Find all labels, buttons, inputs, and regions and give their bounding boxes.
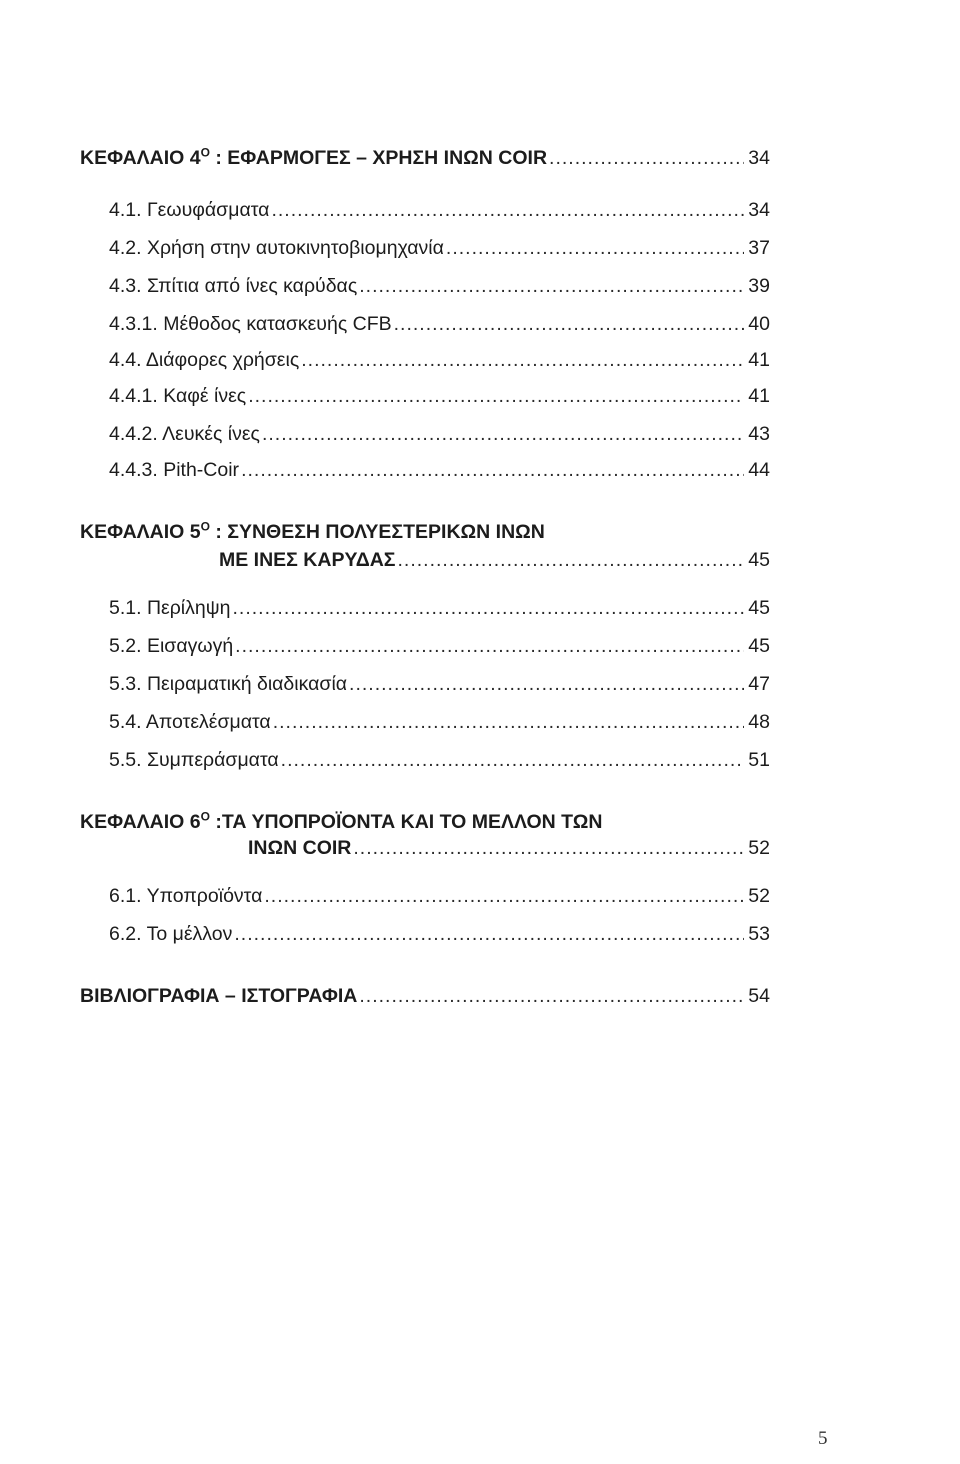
toc-entry-4-3-1[interactable] [109,310,770,338]
chapter-4-title: ΚΕΦΑΛΑΙΟ $4^O$ : ΕΦΑΡΜΟΓΕΣ – ΧΡΗΣΗ ΙΝΩΝ COIR [80,145,548,169]
toc-entry-5-1[interactable] [109,594,770,622]
page-number: 52 [748,885,770,907]
page-number: 54 [748,985,770,1007]
page-number: 53 [748,923,770,945]
page-number: 41 [748,385,770,407]
toc-entry-4-4-1[interactable] [109,382,770,410]
toc-entry-label: 6.1. Υποπροϊόντα [109,885,263,907]
toc-bibliography[interactable] [80,982,770,1010]
page-number: 34 [748,199,770,221]
dot-leader [549,144,744,172]
page-number: 51 [748,749,770,771]
page-number: 34 [748,147,770,169]
toc-entry-label: 4.3. Σπίτια από ίνες καρύδας [109,275,358,297]
toc-entry-label: 5.1. Περίληψη [109,597,231,619]
chapter-6-title[interactable]: ΚΕΦΑΛΑΙΟ $6^O$ :ΤΑ ΥΠΟΠΡΟΪΟΝΤΑ ΚΑΙ ΤΟ ΜΕΛΛΟΝ ΤΩΝ [80,809,603,833]
page-number: 43 [748,423,770,445]
toc-entry-label: 4.3.1. Μέθοδος κατασκευής CFB [109,313,392,335]
toc-entry-4-3[interactable] [109,272,770,300]
toc-entry-label: 5.4. Αποτελέσματα [109,711,271,733]
dot-leader [281,746,745,774]
dot-leader [262,420,744,448]
toc-entry-5-5[interactable] [109,746,770,774]
toc-entry-label: 4.4.3. Pith-Coir [109,459,240,481]
page-number: 47 [748,673,770,695]
dot-leader [301,346,744,374]
page-number: 45 [748,549,770,571]
toc-entry-4-4-2[interactable] [109,420,770,448]
toc-entry-4-4-3[interactable] [109,456,770,484]
page-number: 41 [748,349,770,371]
dot-leader [394,310,745,338]
toc-entry-label: 4.2. Χρήση στην αυτοκινητοβιομηχανία [109,237,444,259]
toc-entry-label: 4.4.1. Καφέ ίνες [109,385,247,407]
dot-leader [241,456,744,484]
bibliography-title: ΒΙΒΛΙΟΓΡΑΦΙΑ – ΙΣΤΟΓΡΑΦΙΑ [80,985,358,1007]
chapter-5-title[interactable]: ΚΕΦΑΛΑΙΟ $5^O$ : ΣΥΝΘΕΣΗ ΠΟΛΥΕΣΤΕΡΙΚΩΝ ΙΝΩΝ [80,519,545,543]
toc-entry-4-4[interactable] [109,346,770,374]
toc-entry-5-2[interactable] [109,632,770,660]
toc-entry-5-4[interactable] [109,708,770,736]
dot-leader [359,982,744,1010]
page-number: 45 [748,597,770,619]
dot-leader [271,196,744,224]
toc-entry-label: 5.2. Εισαγωγή [109,635,234,657]
toc-chapter-4[interactable] [80,144,770,172]
chapter-6-title-cont: ΙΝΩΝ COIR [248,837,352,859]
toc-chapter-6[interactable] [248,834,770,862]
dot-leader [235,632,744,660]
page-footer-number: 5 [818,1428,828,1449]
toc-entry-label: 5.5. Συμπεράσματα [109,749,279,771]
toc-entry-6-1[interactable] [109,882,770,910]
toc-entry-5-3[interactable] [109,670,770,698]
page-number: 39 [748,275,770,297]
page-number: 45 [748,635,770,657]
page-number: 37 [748,237,770,259]
page-number: 52 [748,837,770,859]
toc-chapter-5[interactable] [219,546,770,574]
dot-leader [264,882,744,910]
page-number: 44 [748,459,770,481]
toc-entry-label: 4.1. Γεωυφάσματα [109,199,270,221]
toc-entry-6-2[interactable] [109,920,770,948]
dot-leader [248,382,744,410]
toc-entry-label: 5.3. Πειραματική διαδικασία [109,673,348,695]
dot-leader [233,594,745,622]
chapter-5-title-cont: ΜΕ ΙΝΕΣ ΚΑΡΥΔΑΣ [219,549,396,571]
toc-entry-label: 4.4. Διάφορες χρήσεις [109,349,300,371]
dot-leader [353,834,744,862]
dot-leader [349,670,744,698]
toc-entry-label: 4.4.2. Λευκές ίνες [109,423,260,445]
dot-leader [273,708,745,736]
toc-entry-label: 6.2. Το μέλλον [109,923,233,945]
dot-leader [398,546,745,574]
page-number: 48 [748,711,770,733]
dot-leader [234,920,744,948]
dot-leader [446,234,744,262]
toc-entry-4-1[interactable] [109,196,770,224]
toc-entry-4-2[interactable] [109,234,770,262]
dot-leader [359,272,744,300]
page-number: 40 [748,313,770,335]
